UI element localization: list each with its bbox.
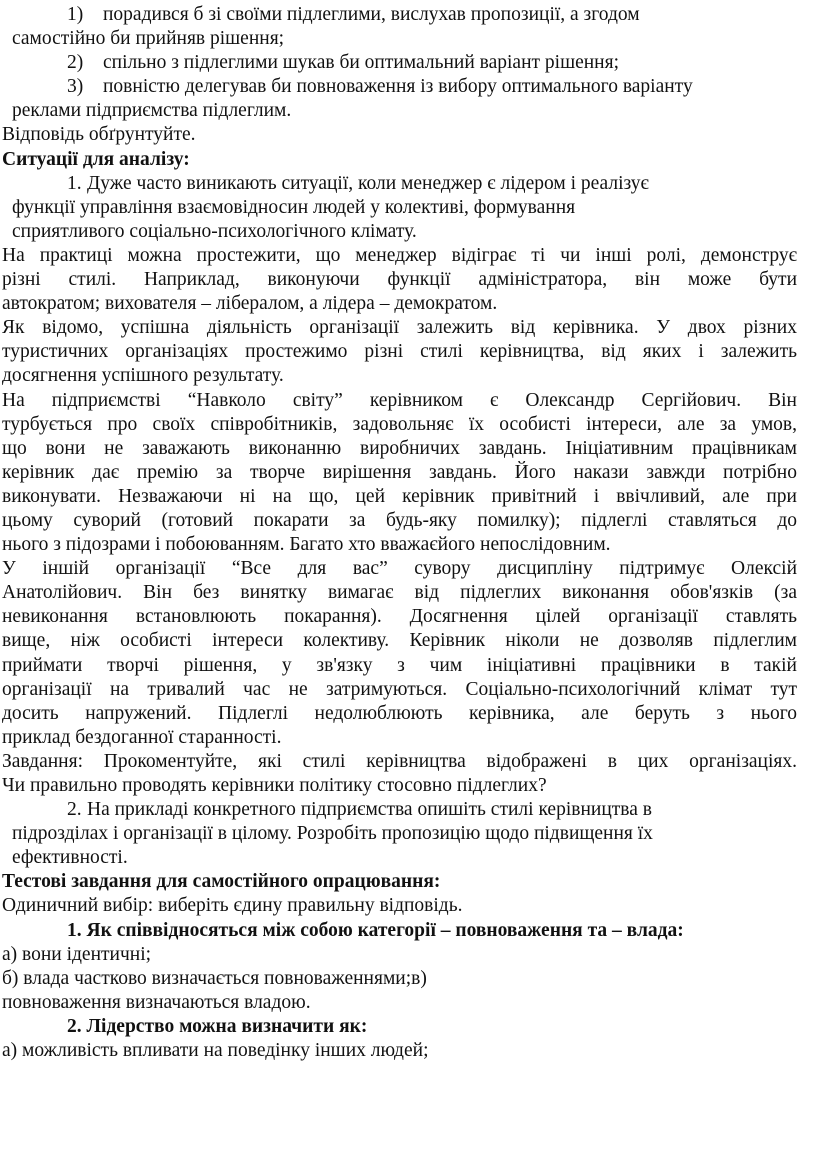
paragraph-line: турбується про своїх співробітників, задовольняє їх особисті інтереси, але за умов, — [2, 413, 797, 435]
situation-text: На прикладі конкретного підприємства опишіть стилі керівництва в — [87, 799, 652, 821]
situation-text: функції управління взаємовідносин людей у колективі, формування — [12, 196, 576, 218]
question-title: 1. Як співвідносяться між собою категорії – повноваження та – влада: — [67, 919, 684, 941]
paragraph-line: туристичних організаціях простежимо різні стилі керівництва, від яких і залежить — [2, 341, 797, 363]
answer-option: б) влада частково визначається повноваженнями;в) — [2, 967, 427, 989]
situation-item — [0, 172, 816, 196]
paragraph-line: приклад бездоганної старанності. — [2, 726, 282, 748]
task-line: Чи правильно проводять керівники політику стосовно підлеглих? — [2, 775, 547, 796]
list-item — [0, 75, 816, 99]
list-item-text: спільно з підлеглими шукав би оптимальний варіант рішення; — [103, 52, 620, 74]
paragraph-line: нього з підозрами і побоюванням. Багато хто вважаєйого непослідовним. — [2, 534, 611, 556]
question-title: 2. Лідерство можна визначити як: — [67, 1015, 368, 1037]
situation-text: Дуже часто виникають ситуації, коли менеджер є лідером і реалізує — [87, 172, 649, 194]
list-item-number: 2) — [67, 52, 84, 74]
paragraph-line: виконувати. Незважаючи ні на що, цей керівник привітний і ввічливий, але при — [2, 485, 797, 507]
paragraph-line: досягнення успішного результату. — [2, 365, 284, 387]
paragraph-line: керівник дає премію за творче вирішення завдань. Його накази завжди потрібно — [2, 461, 797, 483]
list-item-text: порадився б зі своїми підлеглими, вислухав пропозиції, а згодом — [103, 4, 640, 25]
list-item-continuation: самостійно би прийняв рішення; — [12, 28, 285, 50]
paragraph-line: невиконання встановлюють покарання). Досягнення цілей організації ставлять — [2, 606, 797, 628]
paragraph-line: організації на тривалий час не затримуються. Соціально-психологічний клімат тут — [2, 678, 797, 700]
tests-instruction: Одиничний вибір: виберіть єдину правильну відповідь. — [2, 895, 463, 917]
paragraph-line: вище, ніж особисті інтереси колективу. Керівник ніколи не дозволяв підлеглим — [2, 630, 797, 652]
situations-heading: Ситуації для аналізу: — [2, 148, 190, 170]
paragraph-line: Як відомо, успішна діяльність організації залежить від керівника. У двох різних — [2, 317, 797, 339]
answer-option: повноваження визначаються владою. — [2, 991, 311, 1013]
list-item-number: 1) — [67, 4, 84, 25]
situation-text: сприятливого соціально-психологічного клімату. — [12, 220, 417, 242]
situation-item — [0, 798, 816, 822]
paragraph-line: Анатолійович. Він без винятку вимагає від підлеглих виконання обов'язків (за — [2, 582, 797, 604]
list-item — [0, 3, 816, 27]
answer-option: а) вони ідентичні; — [2, 943, 152, 965]
paragraph-line: досить напружений. Підлеглі недолюблюють керівника, але беруть з нього — [2, 702, 797, 724]
paragraph-line: що вони не заважають виконанню виробничих завдань. Ініціативним працівникам — [2, 437, 797, 459]
task-line: Завдання: Прокоментуйте, які стилі керівництва відображені в цих організаціях. — [2, 750, 797, 772]
paragraph-line: цьому суворий (готовий покарати за будь-яку помилку); підлеглі ставляться до — [2, 509, 797, 531]
list-item — [0, 51, 816, 75]
situation-text: ефективності. — [12, 847, 128, 869]
answer-option: а) можливість впливати на поведінку інших людей; — [2, 1040, 429, 1062]
situation-number: 2. — [67, 799, 82, 821]
situation-text: підрозділах і організації в цілому. Розробіть пропозицію щодо підвищення їх — [12, 823, 653, 845]
document-page — [0, 3, 816, 1063]
paragraph-line: автократом; вихователя – лібералом, а лідера – демократом. — [2, 293, 498, 315]
tests-heading: Тестові завдання для самостійного опрацювання: — [2, 871, 441, 893]
paragraph-line: різні стилі. Наприклад, виконуючи функції адміністратора, він може бути — [2, 269, 797, 291]
list-item-number: 3) — [67, 76, 84, 98]
list-item-continuation: реклами підприємства підлеглим. — [12, 100, 292, 122]
paragraph-line: приймати творчі рішення, у зв'язку з чим ініціативні працівники в такій — [2, 654, 797, 676]
paragraph-line: У іншій організації “Все для вас” сувору дисципліну підтримує Олексій — [2, 558, 797, 580]
list-item-text: повністю делегував би повноваження із вибору оптимального варіанту — [103, 76, 693, 98]
situation-number: 1. — [67, 172, 82, 194]
paragraph-line: На практиці можна простежити, що менеджер відіграє ті чи інші ролі, демонструє — [2, 244, 797, 266]
answer-prompt: Відповідь обґрунтуйте. — [2, 124, 196, 146]
paragraph-line: На підприємстві “Навколо світу” керівником є Олександр Сергійович. Він — [2, 389, 797, 411]
